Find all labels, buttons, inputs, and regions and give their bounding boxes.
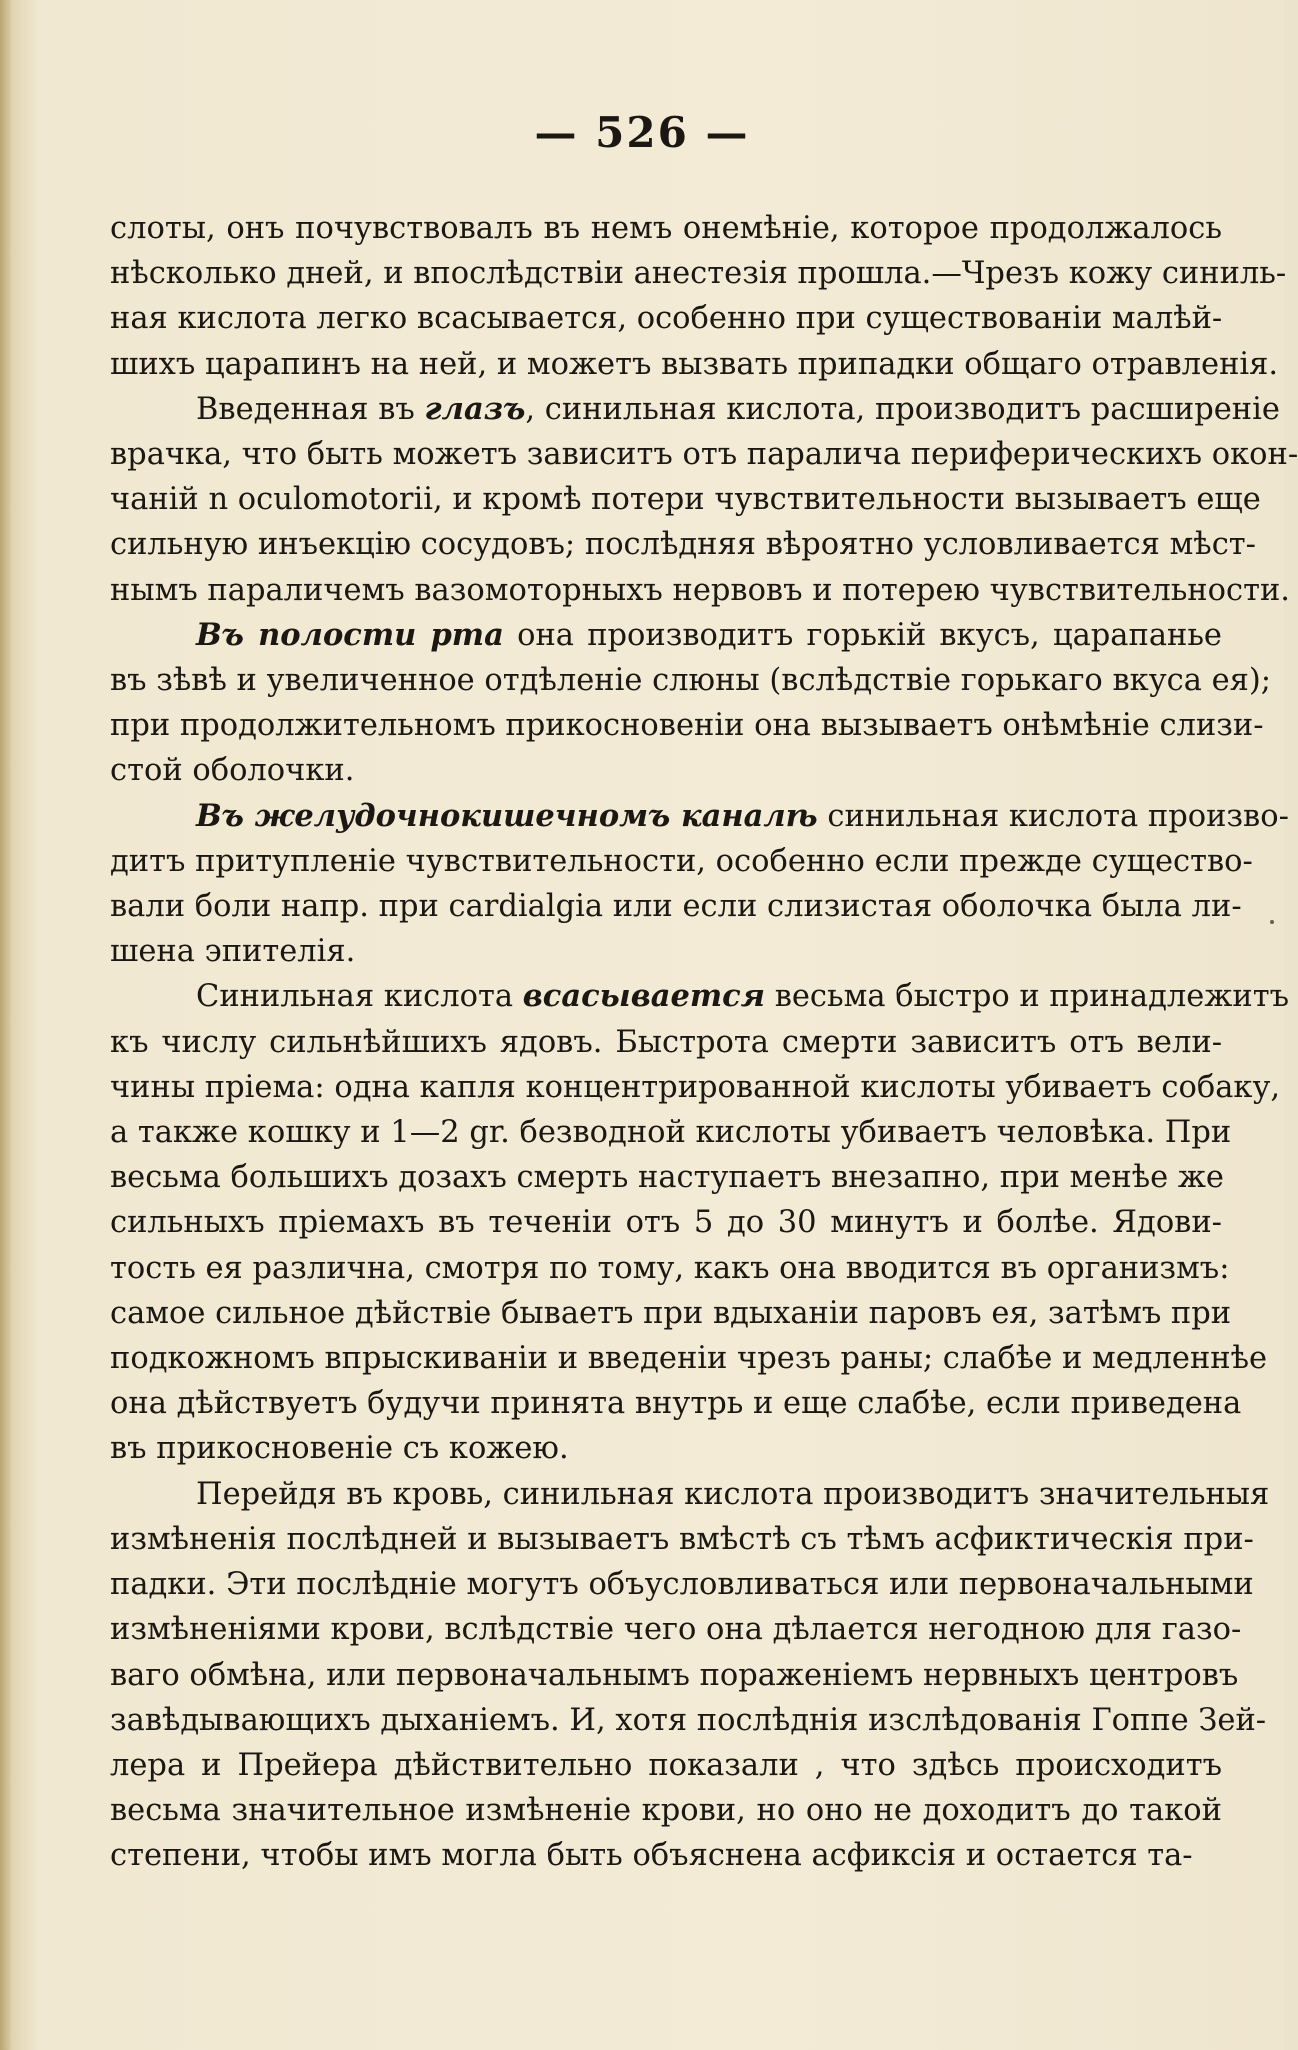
text-line: стой оболочки. bbox=[110, 753, 355, 789]
text-line: ная кислота легко всасывается, особенно при существованіи малѣй- bbox=[110, 301, 1223, 337]
text-line: Синильная кислота всасывается весьма быстро и принадлежитъ bbox=[196, 978, 1289, 1015]
text-line: въ зѣвѣ и увеличенное отдѣленіе слюны (вслѣдствіе горькаго вкуса ея); bbox=[110, 663, 1272, 699]
paragraph bbox=[110, 794, 1289, 975]
text-line: ваго обмѣна, или первоначальнымъ пораженіемъ нервныхъ центровъ bbox=[110, 1657, 1239, 1693]
text-line: шена эпителія. bbox=[110, 934, 356, 970]
page-edge bbox=[0, 0, 10, 2050]
paragraph bbox=[110, 387, 1298, 613]
text-line: чины пріема: одна капля концентрированной кислоты убиваетъ собаку, bbox=[110, 1069, 1281, 1105]
text-line: падки. Эти послѣдніе могутъ объусловливаться или первоначальными bbox=[110, 1567, 1254, 1603]
text-line: подкожномъ впрыскиваніи и введеніи чрезъ раны; слабѣе и медленнѣе bbox=[110, 1341, 1268, 1377]
text-line: измѣненіями крови, вслѣдствіе чего она дѣлается негодною для газо- bbox=[110, 1612, 1242, 1648]
text-line: измѣненія послѣдней и вызываетъ вмѣстѣ съ тѣмъ асфиктическія при- bbox=[110, 1521, 1254, 1557]
paragraph bbox=[110, 613, 1272, 794]
text-line: весьма большихъ дозахъ смерть наступаетъ внезапно, при менѣе же bbox=[110, 1160, 1224, 1196]
paragraph bbox=[110, 1472, 1270, 1879]
text-line: Въ полости рта она производитъ горькій вкусъ, царапанье bbox=[196, 616, 1222, 653]
text-line: тость ея различна, смотря по тому, какъ она вводится въ организмъ: bbox=[110, 1250, 1230, 1286]
text-line: къ числу сильнѣйшихъ ядовъ. Быстрота смерти зависитъ отъ вели- bbox=[110, 1024, 1222, 1060]
text-line: вали боли напр. при cardialgia или если слизистая оболочка была ли- bbox=[110, 889, 1242, 925]
text-line: степени, чтобы имъ могла быть объяснена асфиксія и остается та- bbox=[110, 1838, 1193, 1874]
text-line: Перейдя въ кровь, синильная кислота производитъ значительныя bbox=[196, 1476, 1270, 1512]
text-line: врачка, что быть можетъ зависитъ отъ паралича периферическихъ окон- bbox=[110, 437, 1298, 473]
text-line: сильныхъ пріемахъ въ теченіи отъ 5 до 30 минутъ и болѣе. Ядови- bbox=[110, 1205, 1222, 1241]
print-speck bbox=[1270, 920, 1274, 924]
text-line: Введенная въ глазъ, синильная кислота, производитъ расширеніе bbox=[196, 390, 1280, 427]
text-line: завѣдывающихъ дыханіемъ. И, хотя послѣднія изслѣдованія Гоппе Зей- bbox=[110, 1702, 1267, 1738]
text-line: а также кошку и 1—2 gr. безводной кислоты убиваетъ человѣка. При bbox=[110, 1115, 1232, 1151]
text-line: чаній n oculomotorii, и кромѣ потери чувствительности вызываетъ еще bbox=[110, 482, 1261, 518]
text-line: при продолжительномъ прикосновеніи она вызываетъ онѣмѣніе слизи- bbox=[110, 708, 1264, 744]
body-text bbox=[110, 206, 1298, 1879]
text-line: въ прикосновеніе съ кожею. bbox=[110, 1431, 569, 1467]
text-line: весьма значительное измѣненіе крови, но оно не доходитъ до такой bbox=[110, 1793, 1222, 1829]
text-line: шихъ царапинъ на ней, и можетъ вызвать припадки общаго отравленія. bbox=[110, 346, 1279, 382]
text-line: нѣсколько дней, и впослѣдствіи анестезія прошла.—Чрезъ кожу синиль- bbox=[110, 256, 1287, 292]
text-line: она дѣйствуетъ будучи принята внутрь и еще слабѣе, если приведена bbox=[110, 1386, 1242, 1422]
text-line: Въ желудочнокишечномъ каналѣ синильная кислота произво- bbox=[196, 797, 1289, 834]
text-line: нымъ параличемъ вазомоторныхъ нервовъ и потерею чувствительности. bbox=[110, 572, 1290, 608]
paragraph bbox=[110, 206, 1287, 387]
text-line: дитъ притупленіе чувствительности, особенно если прежде существо- bbox=[110, 843, 1253, 879]
text-line: самое сильное дѣйствіе бываетъ при вдыханіи паровъ ея, затѣмъ при bbox=[110, 1295, 1232, 1331]
paragraph bbox=[110, 974, 1289, 1471]
text-line: сильную инъекцію сосудовъ; послѣдняя вѣроятно условливается мѣст- bbox=[110, 527, 1256, 563]
page-number: — 526 — bbox=[534, 108, 750, 157]
text-line: слоты, онъ почувствовалъ въ немъ онемѣніе, которое продолжалось bbox=[110, 211, 1222, 246]
text-line: лера и Прейера дѣйствительно показали , что здѣсь происходитъ bbox=[110, 1747, 1222, 1783]
